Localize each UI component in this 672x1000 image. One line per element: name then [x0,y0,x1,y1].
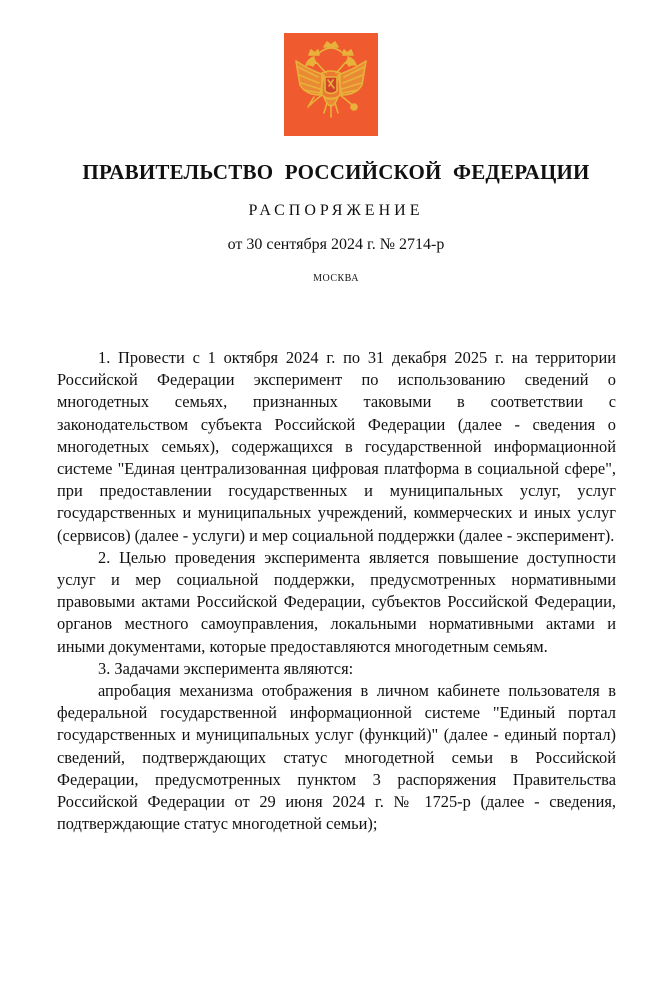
double-headed-eagle-icon [284,33,378,136]
paragraph-2: 2. Целью проведения эксперимента является повышение доступности услуг и мер социальной поддержки, предусмотренных нормативными правовыми актами Российской Федерации, субъектов Российской Федерации, органов местного самоуправления, локальными нормативными актами и иными документами, которые предоставляются многодетным семьям. [57,547,616,656]
paragraph-4: апробация механизма отображения в личном кабинете пользователя в федеральной государственной информационной системе "Единый портал государственных и муниципальных услуг (функций)" (далее - единый портал) сведений, подтверждающих статус многодетной семьи в Российской Федерации, предусмотренных пунктом 3 распоряжения Правительства Российской Федерации от 29 июня 2024 г. № 1725-р (далее - сведения, подтверждающие статус многодетной семьи); [57,681,616,834]
document-body [57,347,616,835]
paragraph-3: 3. Задачами эксперимента являются: [98,658,354,678]
coat-of-arms-emblem [284,33,378,136]
document-date-number: от 30 сентября 2024 г. № 2714-р [227,236,445,253]
paragraph-1: 1. Провести с 1 октября 2024 г. по 31 декабря 2025 г. на территории Российской Федерации эксперимент по использованию сведений о многодетных семьях, признанных таковыми в соответствии с законодательством субъекта Российской Федерации (далее - сведения о многодетных семьях), содержащихся в государственной информационной системе "Единая централизованная цифровая платформа в социальной сфере", при предоставлении государственных и муниципальных услуг, услуг государственных и муниципальных учреждений, коммерческих и иных услуг (сервисов) (далее - услуги) и мер социальной поддержки (далее - эксперимент). [57,348,616,545]
document-type: РАСПОРЯЖЕНИЕ [248,202,424,219]
government-title: ПРАВИТЕЛЬСТВО РОССИЙСКОЙ ФЕДЕРАЦИИ [82,160,590,184]
document-city: МОСКВА [313,273,359,284]
